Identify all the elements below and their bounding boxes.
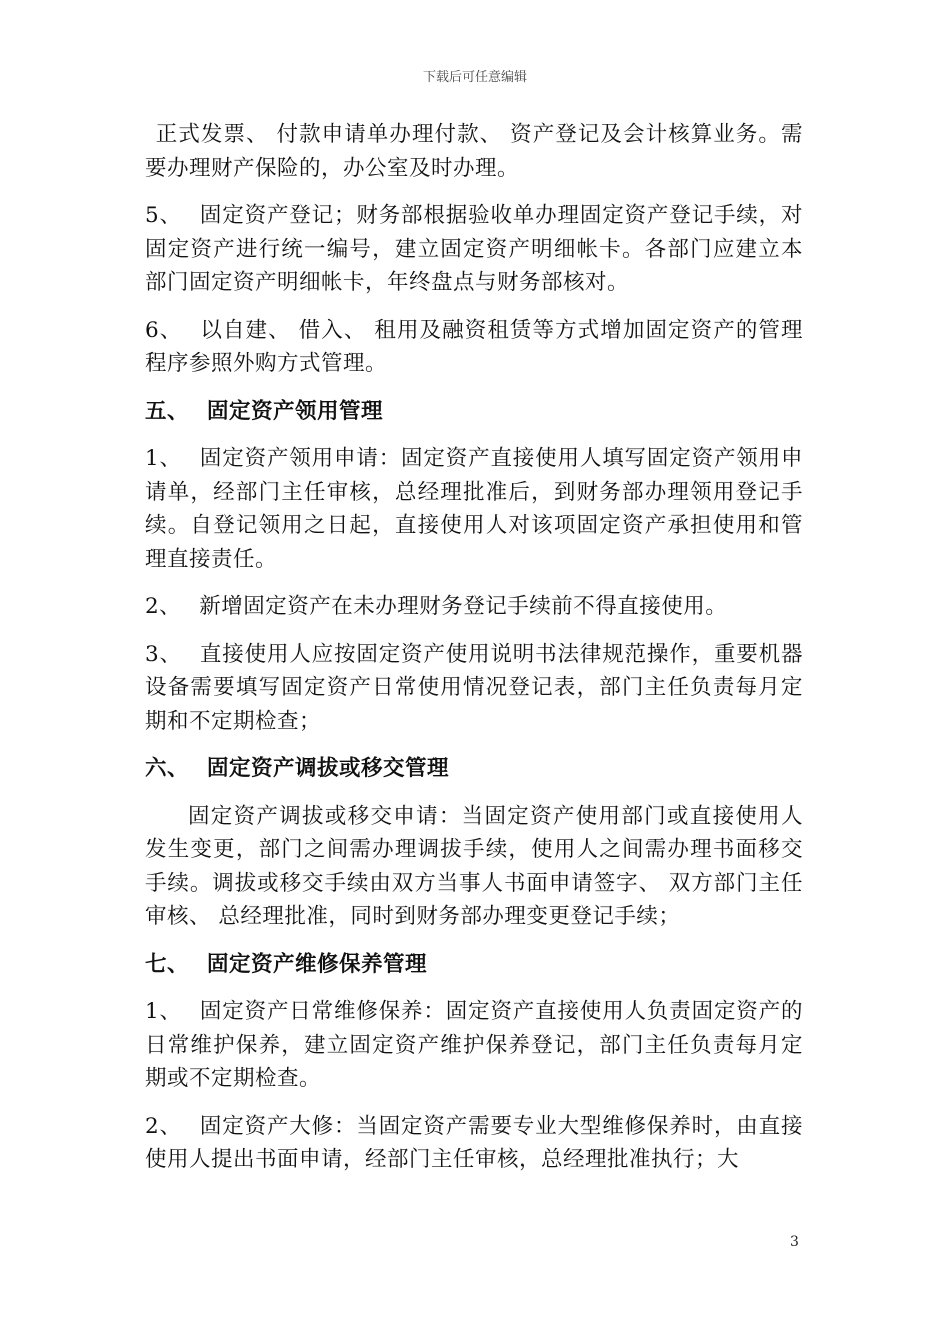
section-heading: 五、 固定资产领用管理	[145, 398, 384, 424]
item-number: 1、	[145, 999, 182, 1024]
section-number: 五、	[145, 398, 190, 424]
paragraph: 1、 固定资产日常维修保养：固定资产直接使用人负责固定资产的日常维护保养，建立固定资产维护保养登记，部门主任负责每月定期或不定期检查。	[145, 999, 803, 1091]
page-number: 3	[790, 1234, 799, 1250]
paragraph: 固定资产调拔或移交申请：当固定资产使用部门或直接使用人发生变更，部门之间需办理调拔手续，使用人之间需办理书面移交手续。调拔或移交手续由双方当事人书面申请签字、 双方部门主任审核、 总经理批准，同时到财务部办理变更登记手续；	[145, 803, 803, 929]
section-number: 六、	[145, 756, 190, 781]
paragraph: 1、 固定资产领用申请：固定资产直接使用人填写固定资产领用申请单，经部门主任审核，总经理批准后，到财务部办理领用登记手续。自登记领用之日起，直接使用人对该项固定资产承担使用和管理直接责任。	[145, 446, 803, 572]
item-number: 1、	[145, 446, 182, 471]
document-body	[145, 118, 803, 1191]
section-heading: 七、 固定资产维修保养管理	[145, 951, 428, 977]
paragraph: 5、 固定资产登记；财务部根据验收单办理固定资产登记手续，对固定资产进行统一编号，建立固定资产明细帐卡。各部门应建立本部门固定资产明细帐卡，年终盘点与财务部核对。	[145, 203, 803, 295]
paragraph: 2、 固定资产大修：当固定资产需要专业大型维修保养时，由直接使用人提出书面申请，经部门主任审核，总经理批准执行；大	[145, 1113, 803, 1172]
item-number: 2、	[145, 594, 182, 619]
paragraph: 6、 以自建、 借入、 租用及融资租赁等方式增加固定资产的管理程序参照外购方式管理。	[145, 317, 804, 376]
item-number: 3、	[145, 641, 182, 667]
item-number: 2、	[145, 1113, 182, 1139]
page-header: 下载后可任意编辑	[422, 70, 527, 85]
item-number: 5、	[145, 203, 182, 228]
section-number: 七、	[145, 951, 190, 977]
paragraph: 2、 新增固定资产在未办理财务登记手续前不得直接使用。	[145, 594, 728, 619]
section-heading: 六、 固定资产调拔或移交管理	[145, 756, 450, 781]
paragraph: 3、 直接使用人应按固定资产使用说明书法律规范操作，重要机器设备需要填写固定资产日常使用情况登记表，部门主任负责每月定期和不定期检查；	[145, 641, 803, 734]
item-number: 6、	[145, 317, 183, 343]
paragraph: 正式发票、 付款申请单办理付款、 资产登记及会计核算业务。需要办理财产保险的，办公室及时办理。	[145, 122, 803, 181]
